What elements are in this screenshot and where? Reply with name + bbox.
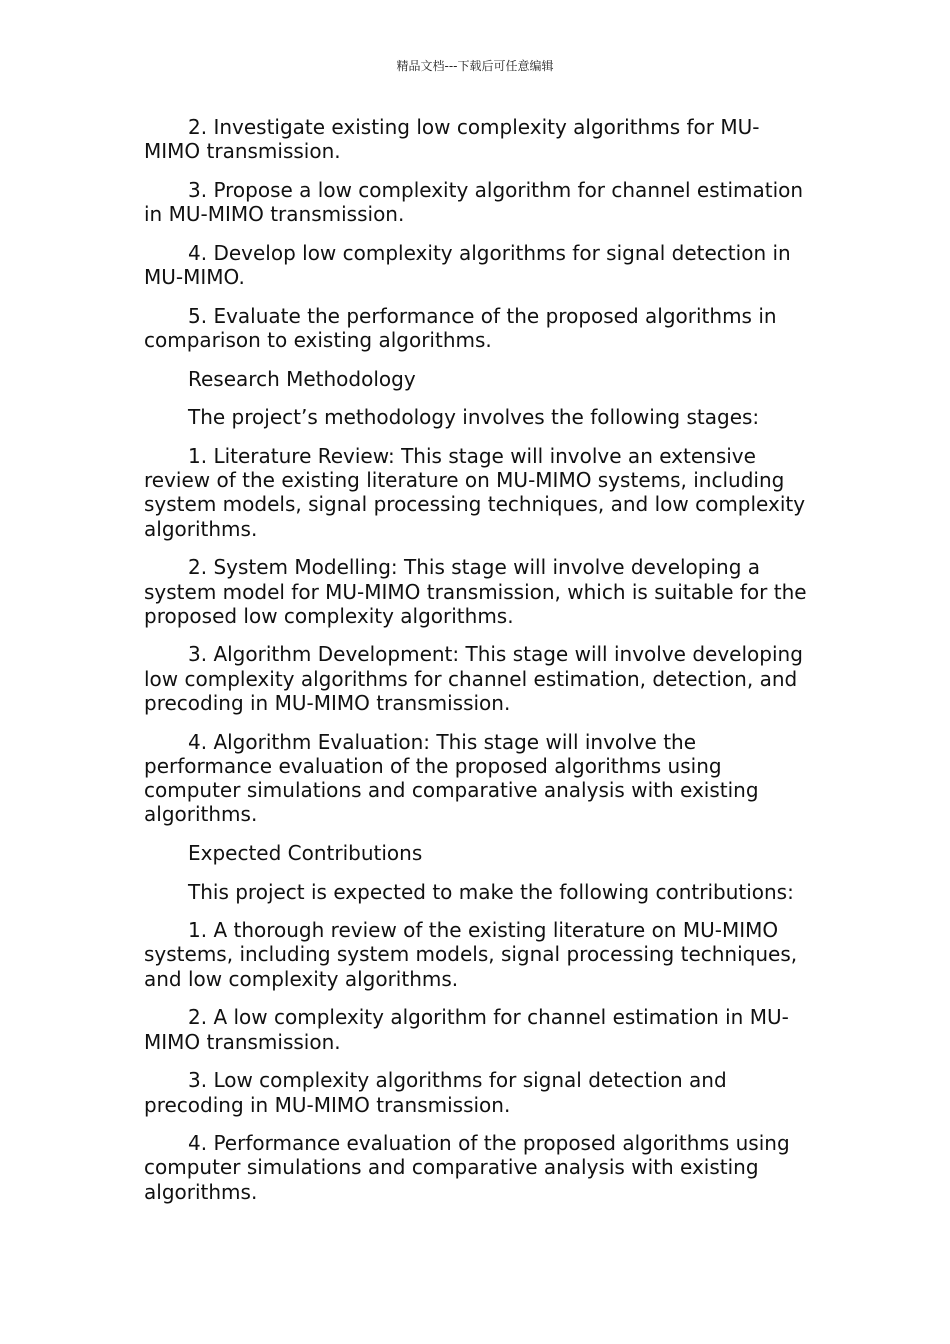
stage-system-modelling-paragraph: 2. System Modelling: This stage will involve developing a system model for MU-MIMO transmission, which is suitable for the proposed low complexity algorithms.: [144, 555, 807, 628]
contribution-3-paragraph: 3. Low complexity algorithms for signal detection and precoding in MU-MIMO transmission.: [144, 1068, 727, 1117]
expected-contributions-heading: Expected Contributions: [188, 840, 423, 865]
contribution-4-paragraph: 4. Performance evaluation of the proposed algorithms using computer simulations and comparative analysis with existing algorithms.: [144, 1131, 790, 1204]
stage-literature-review-paragraph: 1. Literature Review: This stage will involve an extensive review of the existing literature on MU-MIMO systems, including system models, signal processing techniques, and low complexity algorithms.: [144, 444, 806, 541]
contribution-2-paragraph: 2. A low complexity algorithm for channel estimation in MU-MIMO transmission.: [144, 1005, 789, 1054]
methodology-intro-paragraph: The project’s methodology involves the following stages:: [188, 405, 760, 430]
stage-algorithm-development-paragraph: 3. Algorithm Development: This stage will involve developing low complexity algorithms for channel estimation, detection, and precoding in MU-MIMO transmission.: [144, 642, 803, 715]
objective-5-paragraph: 5. Evaluate the performance of the proposed algorithms in comparison to existing algorithms.: [144, 303, 777, 352]
page-header: 精品文档---下载后可任意编辑: [396, 59, 554, 73]
objective-2-paragraph: 2. Investigate existing low complexity algorithms for MU-MIMO transmission.: [144, 115, 760, 164]
stage-algorithm-evaluation-paragraph: 4. Algorithm Evaluation: This stage will involve the performance evaluation of the proposed algorithms using computer simulations and comparative analysis with existing algorithms.: [144, 729, 759, 827]
contributions-intro-paragraph: This project is expected to make the following contributions:: [188, 879, 794, 904]
research-methodology-heading: Research Methodology: [188, 366, 416, 391]
objective-4-paragraph: 4. Develop low complexity algorithms for signal detection in MU-MIMO.: [144, 240, 791, 290]
contribution-1-paragraph: 1. A thorough review of the existing literature on MU-MIMO systems, including system models, signal processing techniques, and low complexity algorithms.: [144, 918, 798, 991]
objective-3-paragraph: 3. Propose a low complexity algorithm for channel estimation in MU-MIMO transmission.: [144, 177, 804, 227]
document-body: [144, 115, 808, 1218]
